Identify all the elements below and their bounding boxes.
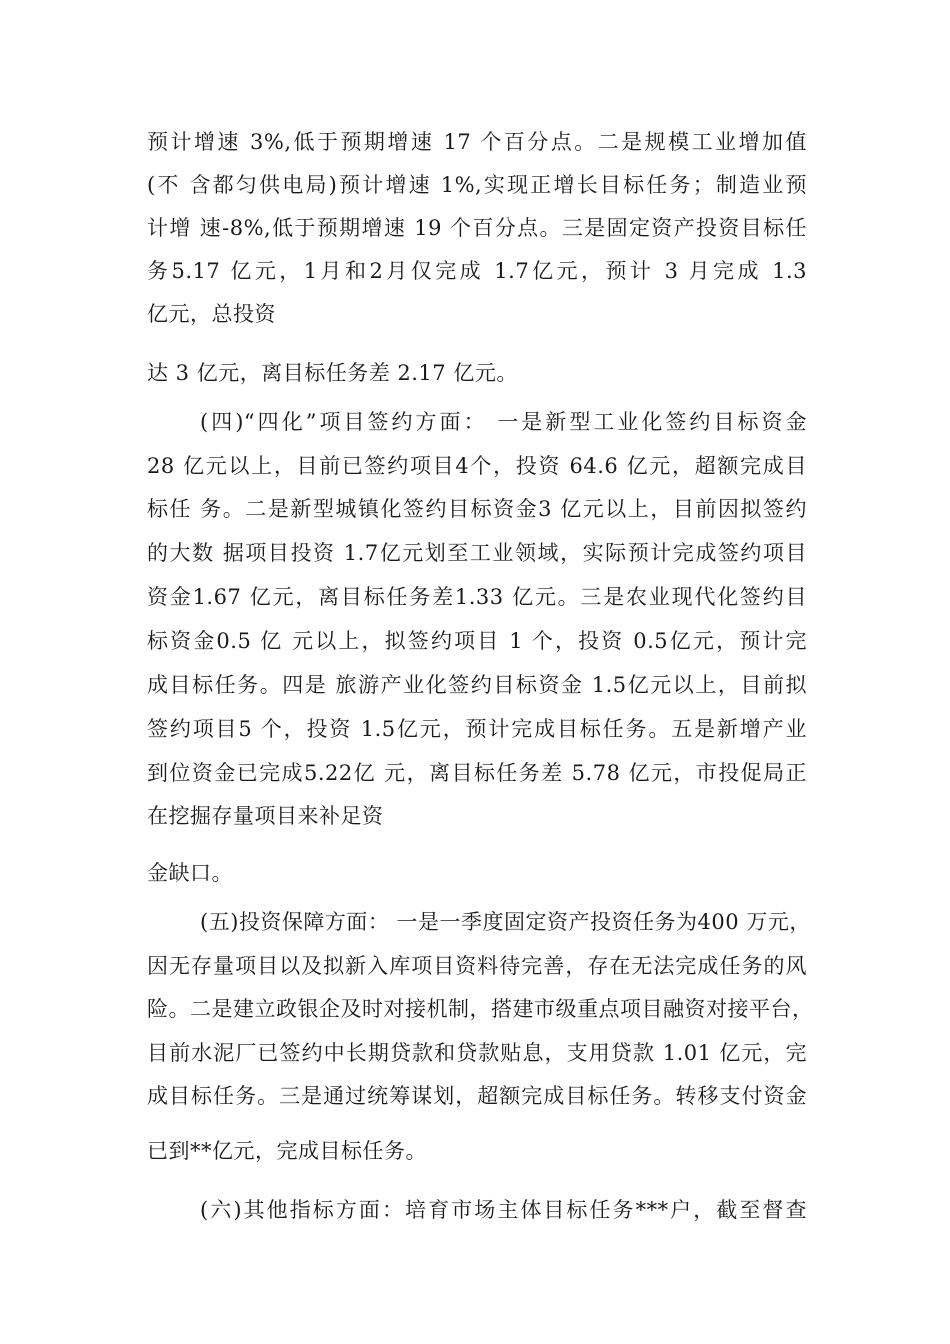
text-line: 成目标任务。四是 旅游产业化签约目标资金 1.5亿元以上，目前拟 (147, 673, 807, 697)
text-line: 成目标任务。三是通过统筹谋划，超额完成目标任务。转移支付资金 (147, 1084, 807, 1108)
text-line: 在挖掘存量项目来补足资 (147, 804, 384, 828)
text-line: 的大数 据项目投资 1.7亿元划至工业领域，实际预计完成签约项目 (147, 541, 807, 565)
text-line: 务5.17 亿元，1月和2月仅完成 1.7亿元，预计 3 月完成 1.3 (147, 259, 807, 283)
text-line: 预计增速 3%,低于预期增速 17 个百分点。二是规模工业增加值 (147, 130, 807, 154)
text-line: 险。二是建立政银企及时对接机制，搭建市级重点项目融资对接平台， (147, 997, 814, 1021)
text-line: 签约项目5 个，投资 1.5亿元，预计完成目标任务。五是新增产业 (147, 717, 807, 741)
text-line: 资金1.67 亿元，离目标任务差1.33 亿元。三是农业现代化签约目 (147, 585, 807, 609)
text-line: 到位资金已完成5.22亿 元，离目标任务差 5.78 亿元，市投促局正 (147, 761, 807, 785)
text-line: 28 亿元以上，目前已签约项目4个，投资 64.6 亿元，超额完成目 (147, 454, 807, 478)
text-line: 金缺口。 (147, 861, 233, 885)
text-line: 标资金0.5 亿 元以上，拟签约项目 1 个，投资 0.5亿元，预计完 (147, 629, 807, 653)
text-line: 计增 速-8%,低于预期增速 19 个百分点。三是固定资产投资目标任 (147, 216, 807, 240)
section-heading-line: (六)其他指标方面：培育市场主体目标任务***户，截至督查 (200, 1198, 807, 1222)
text-line: 达 3 亿元，离目标任务差 2.17 亿元。 (147, 361, 518, 385)
text-line: 因无存量项目以及拟新入库项目资料待完善，存在无法完成任务的风 (147, 954, 807, 978)
text-line: 已到**亿元，完成目标任务。 (147, 1139, 427, 1163)
text-line: 目前水泥厂已签约中长期贷款和贷款贴息，支用贷款 1.01 亿元，完 (147, 1041, 807, 1065)
text-line: 标任 务。二是新型城镇化签约目标资金3 亿元以上，目前因拟签约 (147, 497, 807, 521)
text-line: 亿元，总投资 (147, 302, 276, 326)
text-line: (不 含都匀供电局)预计增速 1%,实现正增长目标任务；制造业预 (147, 173, 807, 197)
section-heading-line: (五)投资保障方面： 一是一季度固定资产投资任务为400 万元， (200, 910, 811, 934)
section-heading-line: (四)“四化”项目签约方面： 一是新型工业化签约目标资金 (200, 410, 807, 434)
